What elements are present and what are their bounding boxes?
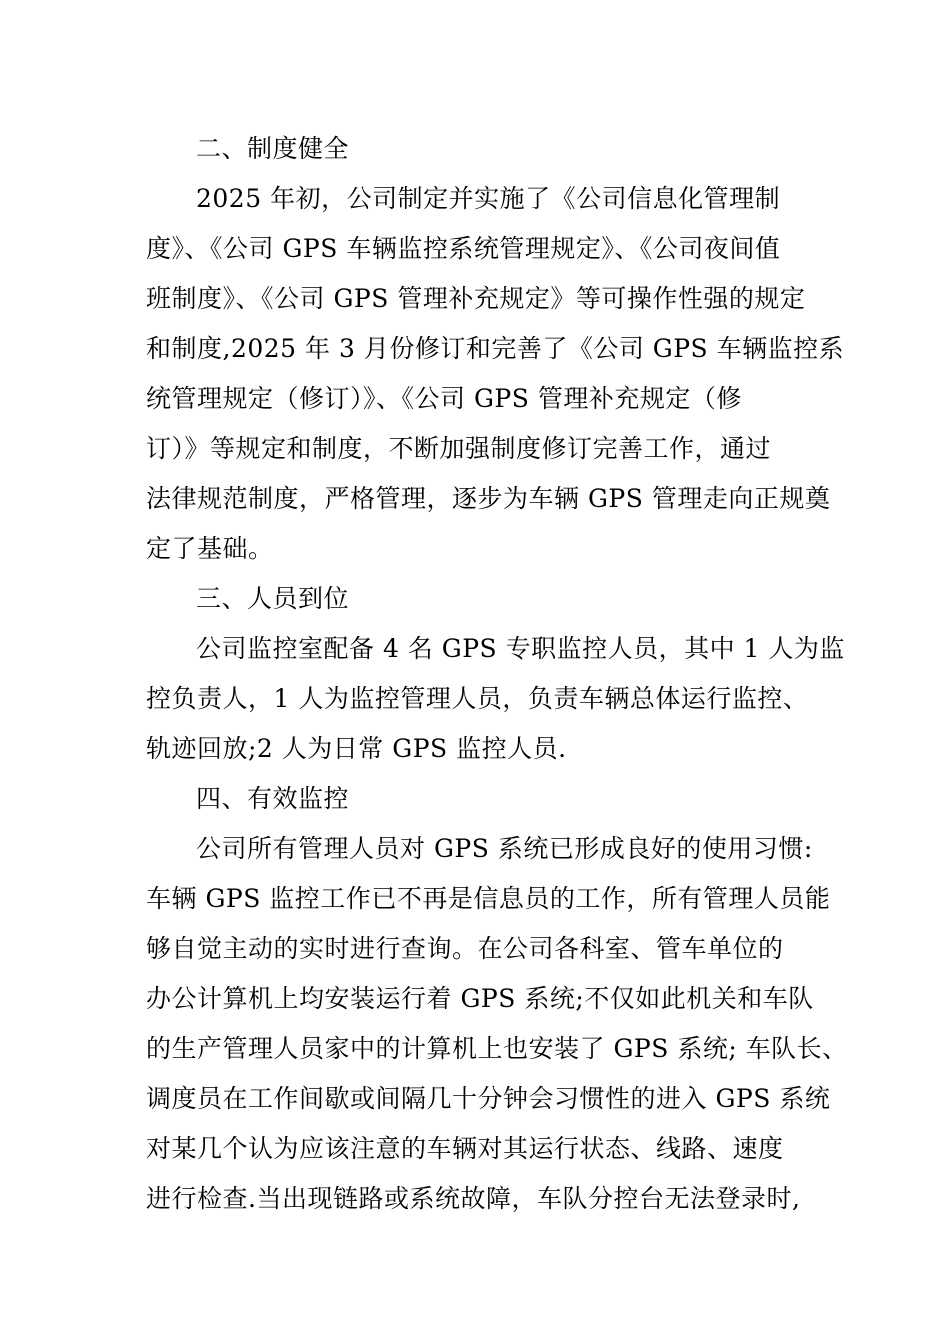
paragraph-line: 班制度》、《公司 GPS 管理补充规定》等可操作性强的规定	[146, 284, 806, 313]
paragraph-line: 调度员在工作间歇或间隔几十分钟会习惯性的进入 GPS 系统	[146, 1084, 831, 1113]
paragraph-line: 2025 年初，公司制定并实施了《公司信息化管理制	[196, 184, 781, 213]
paragraph-line: 公司所有管理人员对 GPS 系统已形成良好的使用习惯:	[196, 834, 813, 863]
paragraph-line: 定了基础。	[146, 534, 274, 563]
paragraph-line: 控负责人，1 人为监控管理人员，负责车辆总体运行监控、	[146, 684, 809, 713]
paragraph-line: 对某几个认为应该注意的车辆对其运行状态、线路、速度	[146, 1134, 784, 1163]
paragraph-line: 进行检查.当出现链路或系统故障，车队分控台无法登录时,	[146, 1184, 801, 1213]
paragraph-line: 订）》等规定和制度，不断加强制度修订完善工作，通过	[146, 434, 772, 463]
paragraph-line: 统管理规定（修订）》、《公司 GPS 管理补充规定（修	[146, 384, 742, 413]
section-heading-staff: 三、人员到位	[196, 584, 350, 613]
paragraph-line: 度》、《公司 GPS 车辆监控系统管理规定》、《公司夜间值	[146, 234, 781, 263]
section-heading-system: 二、制度健全	[196, 134, 350, 163]
paragraph-line: 公司监控室配备 4 名 GPS 专职监控人员，其中 1 人为监	[196, 634, 845, 663]
paragraph-line: 的生产管理人员家中的计算机上也安装了 GPS 系统; 车队长、	[146, 1034, 848, 1063]
paragraph-line: 和制度,2025 年 3 月份修订和完善了《公司 GPS 车辆监控系	[146, 334, 845, 363]
section-heading-monitoring: 四、有效监控	[196, 784, 350, 813]
paragraph-line: 轨迹回放;2 人为日常 GPS 监控人员.	[146, 734, 567, 763]
paragraph-line: 够自觉主动的实时进行查询。在公司各科室、管车单位的	[146, 934, 784, 963]
paragraph-line: 车辆 GPS 监控工作已不再是信息员的工作，所有管理人员能	[146, 884, 831, 913]
paragraph-line: 办公计算机上均安装运行着 GPS 系统;不仅如此机关和车队	[146, 984, 814, 1013]
paragraph-line: 法律规范制度，严格管理，逐步为车辆 GPS 管理走向正规奠	[146, 484, 831, 513]
